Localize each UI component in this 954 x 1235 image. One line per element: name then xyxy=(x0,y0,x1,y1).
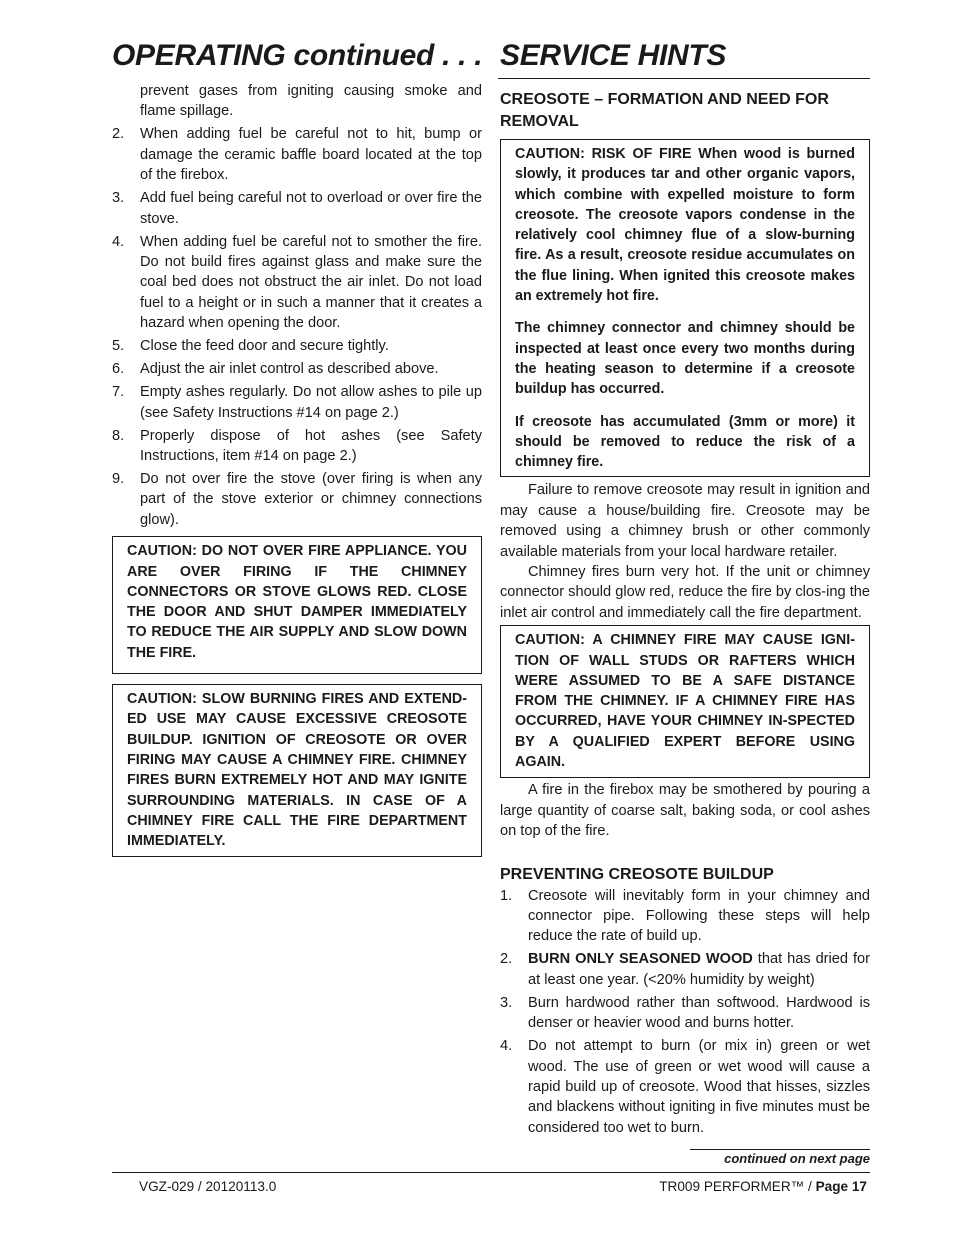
paragraph-smother: A fire in the firebox may be smothered by pouring a large quantity of coarse salt, baking soda, or cool ashes on top of the fire. xyxy=(500,782,870,840)
list-item: 3. Burn hardwood rather than softwood. Hardwood is denser or heavier wood and burns hotter. xyxy=(500,994,870,1032)
right-column xyxy=(500,89,870,1141)
caution-chimney-fire-box: CAUTION: A CHIMNEY FIRE MAY CAUSE IGNI-TION OF WALL STUDS OR RAFTERS WHICH WERE ASSUMED TO BE A SAFE DISTANCE FROM THE CHIMNEY. IF A CHIMNEY FIRE HAS OCCURRED, HAVE YOUR CHIMNEY IN-SPECTED BY A QUALIFIED EXPERT BEFORE USING AGAIN. xyxy=(500,625,870,778)
section-title-creosote-formation: CREOSOTE – FORMATION AND NEED FOR REMOVAL xyxy=(500,91,829,130)
caution-slow-burning-box: CAUTION: SLOW BURNING FIRES AND EXTEND-ED USE MAY CAUSE EXCESSIVE CREOSOTE BUILDUP. IGNITION OF CREOSOTE OR OVER FIRING MAY CAUSE A CHIMNEY FIRE. CHIMNEY FIRES BURN EXTREMELY HOT AND MAY IGNITE SURROUNDING MATERIALS. IN CASE OF A CHIMNEY FIRE CALL THE FIRE DEPARTMENT IMMEDIATELY. xyxy=(112,684,482,857)
paragraph-chimney-fires: Chimney fires burn very hot. If the unit or chimney connector should glow red, reduce the fire by clos-ing the inlet air control and immediately call the fire department. xyxy=(500,564,870,621)
list-item: 4. Do not attempt to burn (or mix in) green or wet wood. The use of green or wet wood will cause a rapid build up of creosote. Wood that hisses, sizzles and blackens without igniting in five minutes must be considered too wet to burn. xyxy=(500,1038,870,1136)
list-item: 2. When adding fuel be careful not to hit, bump or damage the ceramic baffle board located at the top of the firebox. xyxy=(112,126,482,184)
caution-over-fire-box: CAUTION: DO NOT OVER FIRE APPLIANCE. YOU ARE OVER FIRING IF THE CHIMNEY CONNECTORS OR STOVE GLOWS RED. CLOSE THE DOOR AND SHUT DAMPER IMMEDIATELY TO REDUCE THE AIR SUPPLY AND SLOW DOWN THE FIRE. xyxy=(112,536,482,674)
continued-text: prevent gases from igniting causing smoke and flame spillage. xyxy=(140,83,482,120)
list-item: 6. Adjust the air inlet control as described above. xyxy=(112,361,439,378)
caution-risk-of-fire-box: CAUTION: RISK OF FIRE When wood is burned slowly, it produces tar and other organic vapors, which combine with expelled moisture to form creosote. The creosote vapors condense in the relatively cool chimney flue of a slow-burning fire. As a result, creosote residue accumulates on the flue lining. When ignited this creosote makes an extremely hot fire. The chimney connector and chimney should be inspected at least once every two months during the heating season to determine if a creosote buildup has occurred. If creosote has accumulated (3mm or more) it should be removed to reduce the risk of a chimney fire. xyxy=(500,139,870,477)
header-rule xyxy=(498,78,870,79)
list-item: 8. Properly dispose of hot ashes (see Safety Instructions, item #14 on page 2.) xyxy=(112,427,482,465)
paragraph-failure: Failure to remove creosote may result in ignition and may cause a house/building fire. Creosote may be removed using a chimney brush or other commonly available materials from your local hardware retailer. xyxy=(500,482,870,560)
operating-list xyxy=(112,124,482,530)
list-item: 7. Empty ashes regularly. Do not allow ashes to pile up (see Safety Instructions #14 on page 2.) xyxy=(112,384,482,421)
list-item: 4. When adding fuel be careful not to smother the fire. Do not build fires against glass and make sure the coal bed does not obstruct the air inlet. Do not load fuel to a height or in such a manner that it creates a hazard when opening the door. xyxy=(112,233,482,332)
section-title-preventing-creosote: PREVENTING CREOSOTE BUILDUP xyxy=(500,865,774,883)
footer-doc-id: VGZ-029 / 20120113.0 xyxy=(139,1179,277,1194)
footer-page-info: TR009 PERFORMER™ / Page 17 xyxy=(659,1179,867,1194)
footer-rule xyxy=(112,1172,870,1173)
left-column xyxy=(112,81,482,857)
header-operating-continued: OPERATING continued . . . xyxy=(112,39,483,72)
header-service-hints: SERVICE HINTS xyxy=(500,39,727,72)
continued-on-next-page: continued on next page xyxy=(690,1149,870,1167)
list-item: 5. Close the feed door and secure tightly. xyxy=(112,338,389,355)
list-item: 1. Creosote will inevitably form in your chimney and connector pipe. Following these steps will help reduce the rate of build up. xyxy=(500,887,870,945)
page-number: Page 17 xyxy=(815,1179,867,1194)
preventing-list xyxy=(500,886,870,1139)
list-item: 2. BURN ONLY SEASONED WOOD that has dried for at least one year. (<20% humidity by weight) xyxy=(500,951,870,988)
list-item: 3. Add fuel being careful not to overload or over fire the stove. xyxy=(112,190,482,227)
list-item: 9. Do not over fire the stove (over firing is when any part of the stove exterior or chimney connections glow). xyxy=(112,471,482,528)
